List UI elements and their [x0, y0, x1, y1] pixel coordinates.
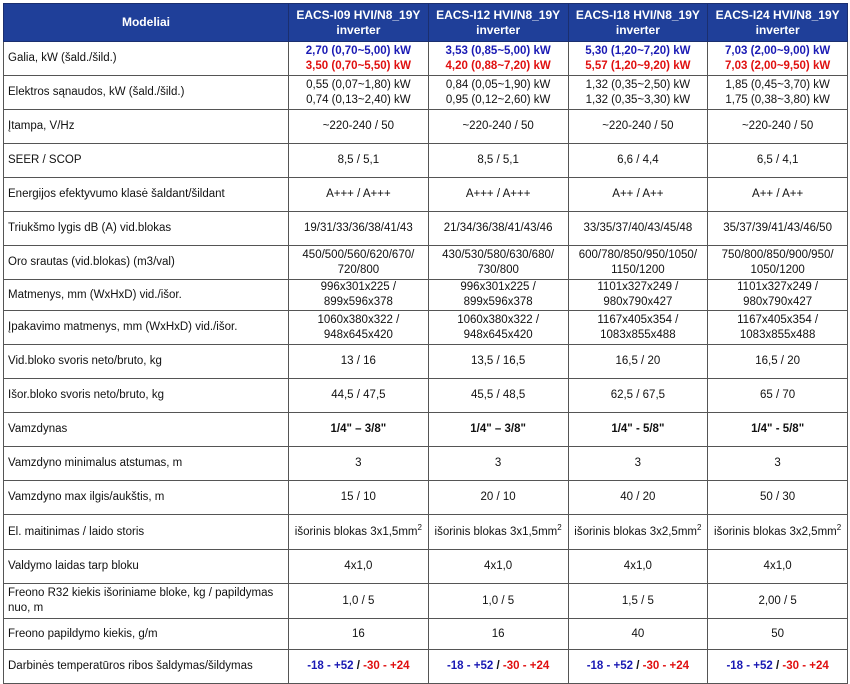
- spec-value: 50: [708, 619, 848, 650]
- spec-value: [568, 42, 708, 76]
- spec-value: 3: [568, 447, 708, 481]
- spec-value: A++ / A++: [708, 178, 848, 212]
- spec-row: [4, 515, 848, 550]
- spec-label: SEER / SCOP: [4, 144, 289, 178]
- spec-value: [568, 311, 708, 345]
- heating-value: 7,03 (2,00~9,50) kW: [725, 59, 831, 72]
- spec-label: Valdymo laidas tarp bloku: [4, 550, 289, 584]
- spec-row: [4, 481, 848, 515]
- heating-range: -30 - +24: [642, 660, 690, 672]
- value-line: 0,84 (0,05~1,90) kW: [445, 78, 551, 91]
- spec-value: [568, 246, 708, 280]
- spec-value: [289, 650, 429, 684]
- spec-row: [4, 650, 848, 684]
- value-line: 0,95 (0,12~2,60) kW: [445, 93, 551, 106]
- spec-value: 1/4" – 3/8": [428, 413, 568, 447]
- spec-value: 2,00 / 5: [708, 584, 848, 619]
- superscript: 2: [557, 522, 562, 532]
- value-line: 1101x327x249 /: [597, 281, 679, 293]
- value-line: 996x301x225 /: [460, 281, 536, 293]
- value-line: 0,55 (0,07~1,80) kW: [306, 78, 411, 91]
- spec-label: Galia, kW (šald./šild.): [4, 42, 289, 76]
- spec-table-body: [4, 42, 848, 684]
- spec-label: Elektros sąnaudos, kW (šald./šild.): [4, 76, 289, 110]
- spec-row: [4, 178, 848, 212]
- heating-range: -30 - +24: [782, 660, 829, 672]
- spec-value: 44,5 / 47,5: [289, 379, 429, 413]
- spec-value: 20 / 10: [428, 481, 568, 515]
- spec-value: 8,5 / 5,1: [428, 144, 568, 178]
- spec-label: Darbinės temperatūros ribos šaldymas/šildymas: [4, 650, 289, 684]
- spec-value: 3: [708, 447, 848, 481]
- value-line: 750/800/850/900/950/: [721, 248, 834, 261]
- spec-value: [708, 311, 848, 345]
- spec-row: [4, 413, 848, 447]
- spec-value: [289, 76, 429, 110]
- heating-value: 5,57 (1,20~9,20) kW: [585, 59, 691, 72]
- spec-value: 1/4" – 3/8": [289, 413, 429, 447]
- range-separator: /: [776, 660, 780, 672]
- spec-value: 13,5 / 16,5: [428, 345, 568, 379]
- value-line: 996x301x225 /: [320, 281, 397, 293]
- spec-value: [568, 280, 708, 311]
- spec-label: Vamzdynas: [4, 413, 289, 447]
- spec-label: El. maitinimas / laido storis: [4, 515, 289, 550]
- heating-value: 3,50 (0,70~5,50) kW: [305, 59, 411, 72]
- range-separator: /: [636, 660, 640, 672]
- spec-value: A+++ / A+++: [289, 178, 429, 212]
- spec-value: [428, 280, 568, 311]
- spec-value: 62,5 / 67,5: [568, 379, 708, 413]
- spec-value: 50 / 30: [708, 481, 848, 515]
- spec-value: [708, 76, 848, 110]
- spec-value: 40: [568, 619, 708, 650]
- spec-row: [4, 42, 848, 76]
- value-line: 450/500/560/620/670/: [302, 248, 415, 261]
- spec-label: Išor.bloko svoris neto/bruto, kg: [4, 379, 289, 413]
- spec-value: [428, 76, 568, 110]
- spec-label: Oro srautas (vid.blokas) (m3/val): [4, 246, 289, 280]
- spec-value: 45,5 / 48,5: [428, 379, 568, 413]
- spec-value: 1,0 / 5: [289, 584, 429, 619]
- cooling-range: -18 - +52: [446, 660, 494, 672]
- spec-value: 4x1,0: [568, 550, 708, 584]
- spec-value: [568, 515, 708, 550]
- spec-value: 16: [289, 619, 429, 650]
- spec-value: 16,5 / 20: [708, 345, 848, 379]
- spec-row: [4, 447, 848, 481]
- superscript: 2: [697, 522, 702, 532]
- cooling-range: -18 - +52: [307, 660, 354, 672]
- value-line: 980x790x427: [743, 296, 813, 308]
- spec-row: [4, 144, 848, 178]
- spec-value: [708, 650, 848, 684]
- cooling-value: 2,70 (0,70~5,00) kW: [305, 44, 411, 57]
- spec-value: [289, 311, 429, 345]
- spec-label: Freono R32 kiekis išoriniame bloke, kg / papildymas nuo, m: [4, 584, 289, 619]
- heating-range: -30 - +24: [502, 660, 550, 672]
- spec-label: Vamzdyno max ilgis/aukštis, m: [4, 481, 289, 515]
- spec-value: ~220-240 / 50: [289, 110, 429, 144]
- spec-value: 33/35/37/40/43/45/48: [568, 212, 708, 246]
- cable-value: išorinis blokas 3x1,5mm: [434, 525, 558, 538]
- value-line: 1,32 (0,35~3,30) kW: [585, 93, 691, 106]
- spec-value: 1,0 / 5: [428, 584, 568, 619]
- spec-row: [4, 345, 848, 379]
- spec-value: 4x1,0: [708, 550, 848, 584]
- spec-value: 40 / 20: [568, 481, 708, 515]
- spec-value: [708, 515, 848, 550]
- spec-value: 15 / 10: [289, 481, 429, 515]
- spec-row: [4, 280, 848, 311]
- spec-value: [708, 246, 848, 280]
- spec-label: Įpakavimo matmenys, mm (WxHxD) vid./išor.: [4, 311, 289, 345]
- value-line: 1,75 (0,38~3,80) kW: [725, 93, 830, 106]
- spec-value: 65 / 70: [708, 379, 848, 413]
- cooling-value: 7,03 (2,00~9,00) kW: [725, 44, 831, 57]
- spec-value: ~220-240 / 50: [568, 110, 708, 144]
- spec-row: [4, 246, 848, 280]
- spec-value: 4x1,0: [289, 550, 429, 584]
- value-line: 980x790x427: [603, 296, 673, 308]
- spec-value: 35/37/39/41/43/46/50: [708, 212, 848, 246]
- value-line: 1101x327x249 /: [737, 281, 819, 293]
- spec-value: 6,6 / 4,4: [568, 144, 708, 178]
- spec-value: [428, 515, 568, 550]
- value-line: 899x596x378: [323, 296, 393, 308]
- spec-label: Triukšmo lygis dB (A) vid.blokas: [4, 212, 289, 246]
- cable-value: išorinis blokas 3x1,5mm: [294, 525, 418, 538]
- value-line: 1,85 (0,45~3,70) kW: [725, 78, 830, 91]
- spec-value: [708, 42, 848, 76]
- cooling-value: 5,30 (1,20~7,20) kW: [585, 44, 691, 57]
- header-model-3: EACS-I18 HVI/N8_19Y inverter: [568, 4, 708, 42]
- spec-value: [289, 280, 429, 311]
- spec-value: 13 / 16: [289, 345, 429, 379]
- spec-value: 3: [428, 447, 568, 481]
- value-line: 730/800: [477, 263, 519, 276]
- value-line: 1060x380x322 /: [457, 313, 540, 326]
- spec-label: Energijos efektyvumo klasė šaldant/šildant: [4, 178, 289, 212]
- spec-value: 21/34/36/38/41/43/46: [428, 212, 568, 246]
- value-line: 1,32 (0,35~2,50) kW: [585, 78, 691, 91]
- value-line: 948x645x420: [323, 328, 393, 341]
- spec-value: [428, 246, 568, 280]
- spec-value: ~220-240 / 50: [428, 110, 568, 144]
- spec-value: [708, 280, 848, 311]
- spec-label: Įtampa, V/Hz: [4, 110, 289, 144]
- spec-value: 1,5 / 5: [568, 584, 708, 619]
- cable-value: išorinis blokas 3x2,5mm: [574, 525, 697, 538]
- cable-value: išorinis blokas 3x2,5mm: [714, 525, 837, 538]
- value-line: 1083x855x488: [739, 328, 816, 341]
- spec-value: [289, 42, 429, 76]
- spec-label: Matmenys, mm (WxHxD) vid./išor.: [4, 280, 289, 311]
- spec-value: 3: [289, 447, 429, 481]
- value-line: 1150/1200: [611, 263, 665, 276]
- range-separator: /: [356, 660, 360, 672]
- cooling-range: -18 - +52: [726, 660, 773, 672]
- spec-label: Vamzdyno minimalus atstumas, m: [4, 447, 289, 481]
- spec-value: [428, 650, 568, 684]
- spec-row: [4, 110, 848, 144]
- heating-value: 4,20 (0,88~7,20) kW: [445, 59, 551, 72]
- value-line: 720/800: [337, 263, 380, 276]
- spec-value: ~220-240 / 50: [708, 110, 848, 144]
- value-line: 1060x380x322 /: [317, 313, 400, 326]
- value-line: 1167x405x354 /: [597, 313, 679, 326]
- value-line: 1167x405x354 /: [737, 313, 819, 326]
- header-model-4: EACS-I24 HVI/N8_19Y inverter: [708, 4, 848, 42]
- superscript: 2: [417, 522, 422, 532]
- spec-value: [428, 311, 568, 345]
- spec-table: [3, 3, 848, 684]
- heating-range: -30 - +24: [363, 660, 410, 672]
- spec-value: [428, 42, 568, 76]
- header-row: [4, 4, 848, 42]
- spec-label: Vid.bloko svoris neto/bruto, kg: [4, 345, 289, 379]
- cooling-range: -18 - +52: [586, 660, 634, 672]
- spec-row: [4, 619, 848, 650]
- spec-value: 6,5 / 4,1: [708, 144, 848, 178]
- spec-value: 8,5 / 5,1: [289, 144, 429, 178]
- superscript: 2: [836, 522, 842, 532]
- value-line: 948x645x420: [463, 328, 533, 341]
- spec-row: [4, 311, 848, 345]
- spec-value: [289, 246, 429, 280]
- spec-label: Freono papildymo kiekis, g/m: [4, 619, 289, 650]
- value-line: 0,74 (0,13~2,40) kW: [306, 93, 411, 106]
- spec-value: 19/31/33/36/38/41/43: [289, 212, 429, 246]
- spec-value: 4x1,0: [428, 550, 568, 584]
- value-line: 899x596x378: [463, 296, 533, 308]
- spec-value: 16: [428, 619, 568, 650]
- spec-value: A+++ / A+++: [428, 178, 568, 212]
- spec-row: [4, 584, 848, 619]
- spec-value: 1/4" - 5/8": [708, 413, 848, 447]
- value-line: 430/530/580/630/680/: [442, 248, 555, 261]
- spec-row: [4, 379, 848, 413]
- range-separator: /: [496, 660, 500, 672]
- spec-row: [4, 212, 848, 246]
- value-line: 1050/1200: [750, 263, 805, 276]
- value-line: 600/780/850/950/1050/: [578, 248, 698, 261]
- spec-value: [568, 76, 708, 110]
- spec-value: A++ / A++: [568, 178, 708, 212]
- header-model-1: EACS-I09 HVI/N8_19Y inverter: [289, 4, 429, 42]
- header-model-2: EACS-I12 HVI/N8_19Y inverter: [428, 4, 568, 42]
- spec-row: [4, 550, 848, 584]
- value-line: 1083x855x488: [600, 328, 676, 341]
- spec-value: 1/4" - 5/8": [568, 413, 708, 447]
- header-models-title: Modeliai: [4, 4, 289, 42]
- spec-value: 16,5 / 20: [568, 345, 708, 379]
- cooling-value: 3,53 (0,85~5,00) kW: [445, 44, 551, 57]
- spec-value: [568, 650, 708, 684]
- spec-row: [4, 76, 848, 110]
- spec-value: [289, 515, 429, 550]
